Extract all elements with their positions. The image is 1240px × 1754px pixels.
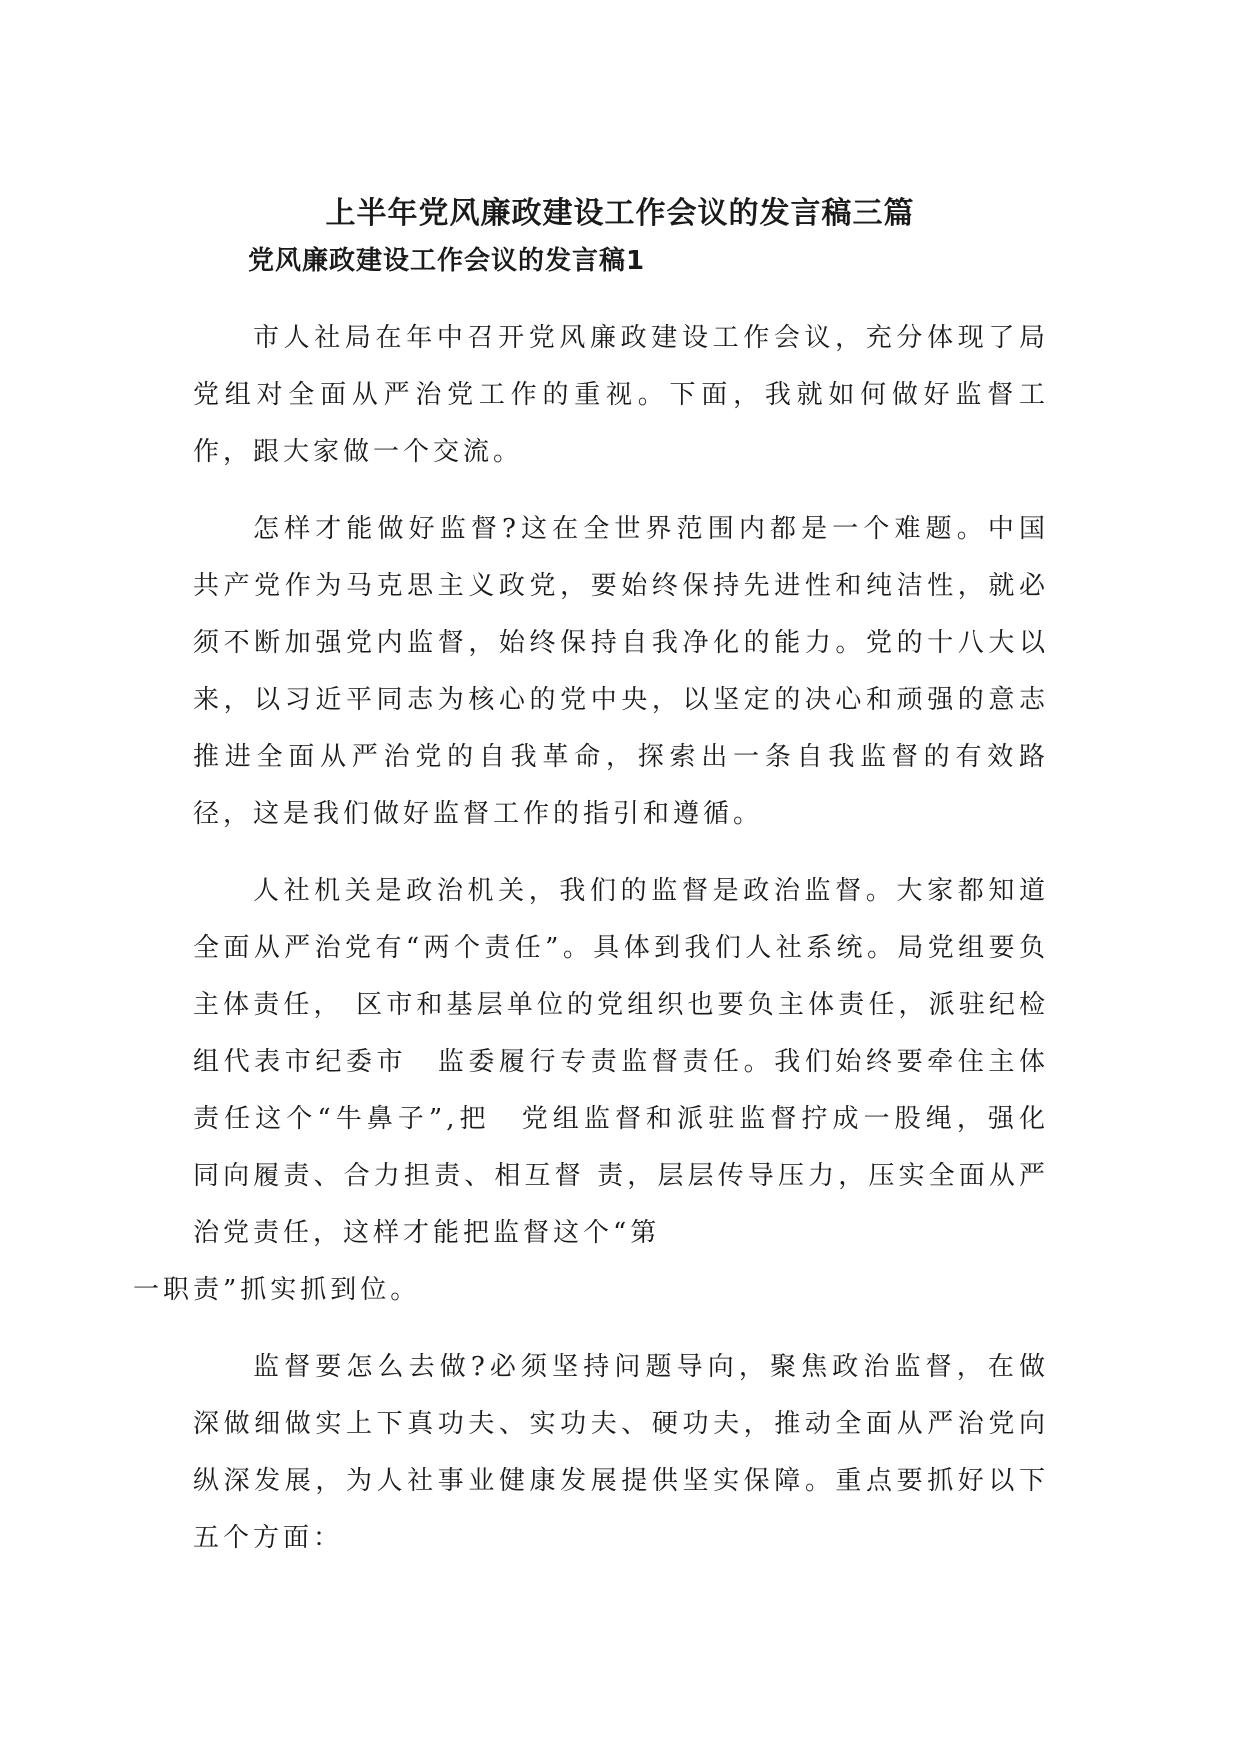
paragraph-3-tail: 一职责”抓实抓到位。 (133, 1275, 421, 1305)
paragraph-3 (133, 863, 1049, 1319)
paragraph-3-text: 人社机关是政治机关，我们的监督是政治监督。大家都知道全面从严治党有“两个责任”。具体到我们人社系统。局党组要负主体责任， 区市和基层单位的党组织也要负主体责任，派驻纪检组代表市纪委市 监委履行专责监督责任。我们始终要牵住主体责任这个“牛鼻子”,把 党组监督和派驻监督拧成一股绳，强化同向履责、合力担责、相互督 责，层层传导压力，压实全面从严治党责任，这样才能把监督这个“第 (193, 876, 1049, 1248)
document-subtitle: 党风廉政建设工作会议的发言稿1 (248, 246, 646, 276)
document-title: 上半年党风廉政建设工作会议的发言稿三篇 (325, 196, 915, 231)
paragraph-2: 怎样才能做好监督?这在全世界范围内都是一个难题。中国共产党作为马克思主义政党，要始终保持先进性和纯洁性，就必须不断加强党内监督，始终保持自我净化的能力。党的十八大以来，以习近平同志为核心的党中央，以坚定的决心和顽强的意志推进全面从严治党的自我革命，探索出一条自我监督的有效路径，这是我们做好监督工作的指引和遵循。 (193, 514, 1049, 829)
document-body (133, 310, 1049, 1587)
paragraph-1: 市人社局在年中召开党风廉政建设工作会议，充分体现了局党组对全面从严治党工作的重视。下面，我就如何做好监督工作，跟大家做一个交流。 (193, 323, 1049, 467)
paragraph-4: 监督要怎么去做?必须坚持问题导向，聚焦政治监督，在做深做细做实上下真功夫、实功夫、硬功夫，推动全面从严治党向纵深发展，为人社事业健康发展提供坚实保障。重点要抓好以下五个方面： (193, 1352, 1049, 1553)
